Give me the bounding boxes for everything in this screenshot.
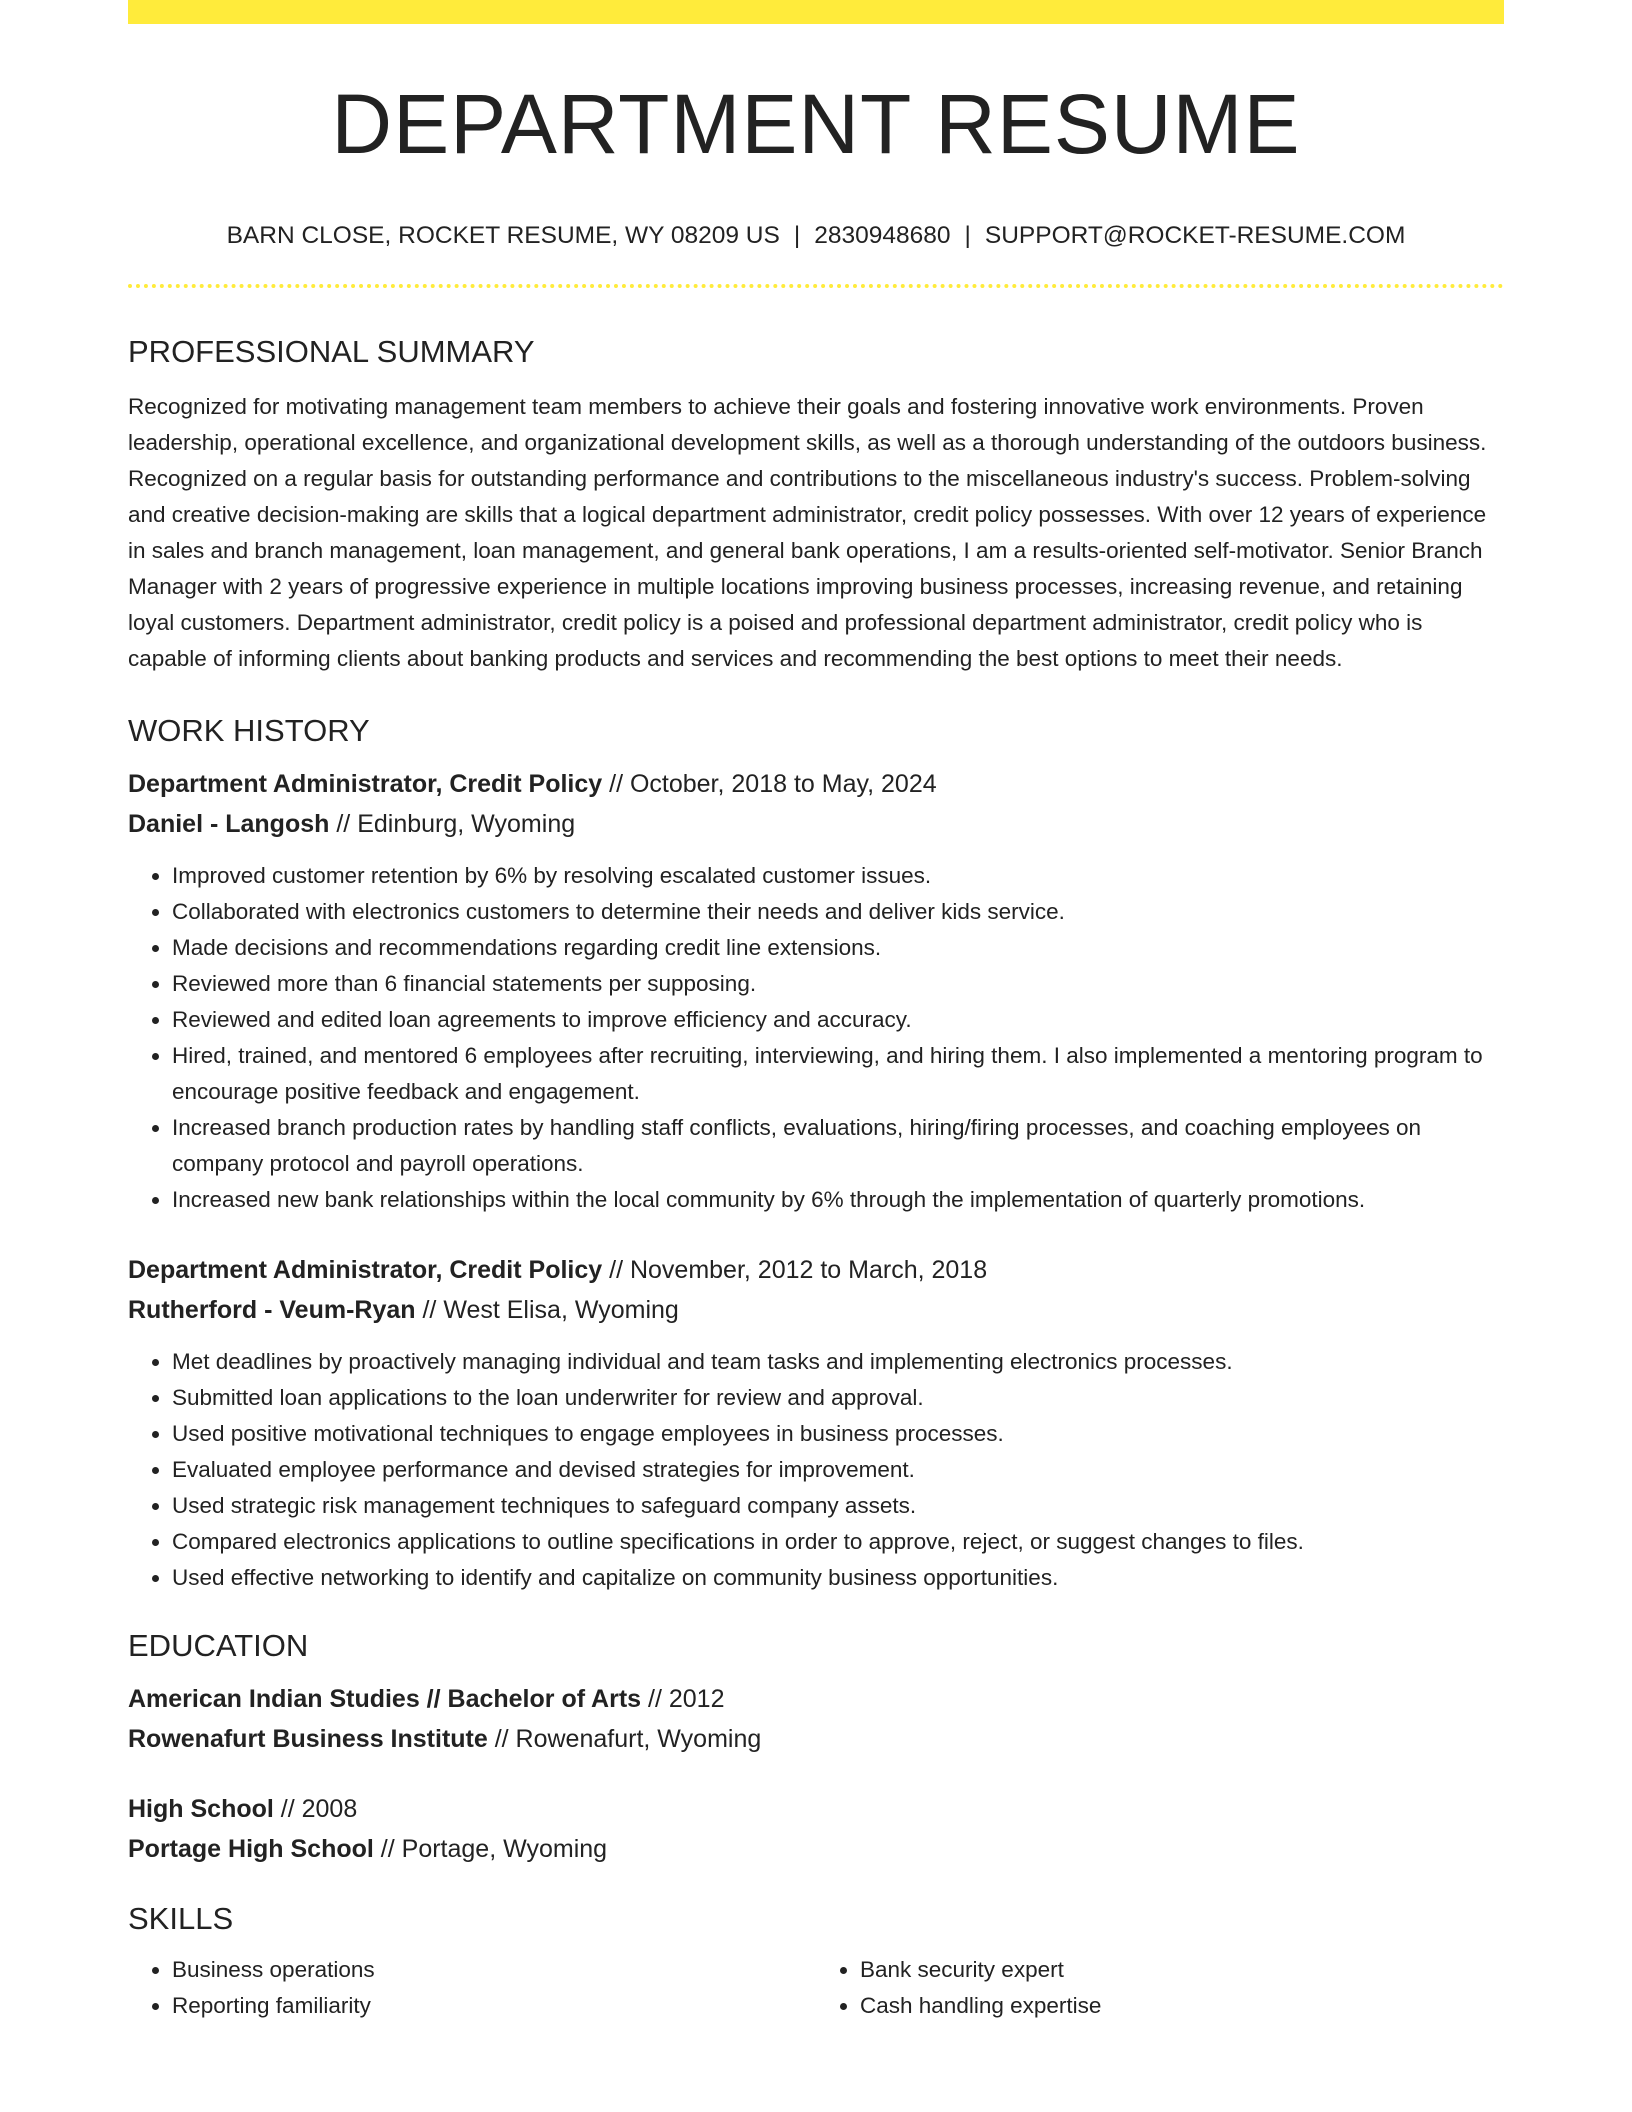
contact-phone: 2830948680 <box>814 222 951 249</box>
list-item: • Made decisions and recommendations regarding credit line extensions. <box>172 930 1504 966</box>
job-company-line <box>128 804 1504 844</box>
list-item: • Increased new bank relationships within the local community by 6% through the implementation of quarterly promotions. <box>172 1182 1504 1218</box>
skill-item: • Cash handling expertise <box>860 1988 1504 2024</box>
education-degree-line <box>128 1789 1504 1829</box>
job-location: // West Elisa, Wyoming <box>415 1296 679 1324</box>
list-item: • Hired, trained, and mentored 6 employees after recruiting, interviewing, and hiring them. I also implemented a mentoring program to encourage positive feedback and engagement. <box>172 1038 1504 1110</box>
job-bullets <box>128 858 1504 1218</box>
education-heading: EDUCATION <box>128 1628 309 1663</box>
education-school: Portage High School <box>128 1835 374 1863</box>
education-year: // 2012 <box>641 1685 725 1713</box>
job-company: Daniel - Langosh <box>128 810 330 838</box>
job-role: Department Administrator, Credit Policy <box>128 770 603 798</box>
job-title-line <box>128 1250 1504 1290</box>
summary-text: Recognized for motivating management team members to achieve their goals and fostering innovative work environments. Proven leadership, operational excellence, and organizational development skills, as well as a thorough understanding of the outdoors business. Recognized on a regular basis for outstanding performance and contributions to the miscellaneous industry's success. Problem-solving and creative decision-making are skills that a logical department administrator, credit policy possesses. With over 12 years of experience in sales and branch management, loan management, and general bank operations, I am a results-oriented self-motivator. Senior Branch Manager with 2 years of progressive experience in multiple locations improving business processes, increasing revenue, and retaining loyal customers. Department administrator, credit policy is a poised and professional department administrator, credit policy who is capable of informing clients about banking products and services and recommending the best options to meet their needs. <box>128 394 1487 671</box>
skills-column-right <box>816 1952 1504 2024</box>
job-entry <box>128 1250 1504 1596</box>
list-item: • Used effective networking to identify and capitalize on community business opportunities. <box>172 1560 1504 1596</box>
contact-line <box>128 222 1504 250</box>
list-item: • Reviewed more than 6 financial statements per supposing. <box>172 966 1504 1002</box>
job-dates: // October, 2018 to May, 2024 <box>602 770 937 798</box>
education-entry <box>128 1679 1504 1759</box>
summary-heading: PROFESSIONAL SUMMARY <box>128 334 535 369</box>
list-item: • Compared electronics applications to outline specifications in order to approve, reject, or suggest changes to files. <box>172 1524 1504 1560</box>
contact-email: SUPPORT@ROCKET-RESUME.COM <box>984 222 1406 249</box>
skill-item: • Bank security expert <box>860 1952 1504 1988</box>
work-history-heading: WORK HISTORY <box>128 713 370 748</box>
list-item: • Evaluated employee performance and devised strategies for improvement. <box>172 1452 1504 1488</box>
education-entry <box>128 1789 1504 1869</box>
job-title-line <box>128 764 1504 804</box>
contact-separator: | <box>793 222 801 249</box>
job-dates: // November, 2012 to March, 2018 <box>602 1256 988 1284</box>
job-location: // Edinburg, Wyoming <box>329 810 576 838</box>
list-item: • Reviewed and edited loan agreements to improve efficiency and accuracy. <box>172 1002 1504 1038</box>
list-item: • Used positive motivational techniques to engage employees in business processes. <box>172 1416 1504 1452</box>
education-school-line <box>128 1829 1504 1869</box>
education-degree-line <box>128 1679 1504 1719</box>
job-bullets <box>128 1344 1504 1596</box>
list-item: • Improved customer retention by 6% by resolving escalated customer issues. <box>172 858 1504 894</box>
education-location: // Rowenafurt, Wyoming <box>487 1725 762 1753</box>
skill-item: • Business operations <box>172 1952 816 1988</box>
skill-item: • Reporting familiarity <box>172 1988 816 2024</box>
education-school-line <box>128 1719 1504 1759</box>
resume-name: DEPARTMENT RESUME <box>331 77 1301 171</box>
job-company: Rutherford - Veum-Ryan <box>128 1296 416 1324</box>
resume-page <box>128 0 1504 2024</box>
skills-heading: SKILLS <box>128 1901 234 1936</box>
skills-column-left <box>128 1952 816 2024</box>
education-year: // 2008 <box>273 1795 358 1823</box>
job-company-line <box>128 1290 1504 1330</box>
top-accent-bar <box>128 0 1504 24</box>
dotted-divider <box>128 284 1504 288</box>
education-location: // Portage, Wyoming <box>373 1835 608 1863</box>
education-degree: High School <box>128 1795 274 1823</box>
job-entry <box>128 764 1504 1218</box>
list-item: • Used strategic risk management techniques to safeguard company assets. <box>172 1488 1504 1524</box>
list-item: • Submitted loan applications to the loan underwriter for review and approval. <box>172 1380 1504 1416</box>
list-item: • Increased branch production rates by handling staff conflicts, evaluations, hiring/firing processes, and coaching employees on company protocol and payroll operations. <box>172 1110 1504 1182</box>
list-item: • Collaborated with electronics customers to determine their needs and deliver kids service. <box>172 894 1504 930</box>
contact-address: BARN CLOSE, ROCKET RESUME, WY 08209 US <box>226 222 780 249</box>
education-school: Rowenafurt Business Institute <box>128 1725 488 1753</box>
education-degree: American Indian Studies // Bachelor of Arts <box>128 1685 642 1713</box>
job-role: Department Administrator, Credit Policy <box>128 1256 603 1284</box>
skills-grid <box>128 1952 1504 2024</box>
contact-separator: | <box>964 222 971 249</box>
list-item: • Met deadlines by proactively managing individual and team tasks and implementing electronics processes. <box>172 1344 1504 1380</box>
